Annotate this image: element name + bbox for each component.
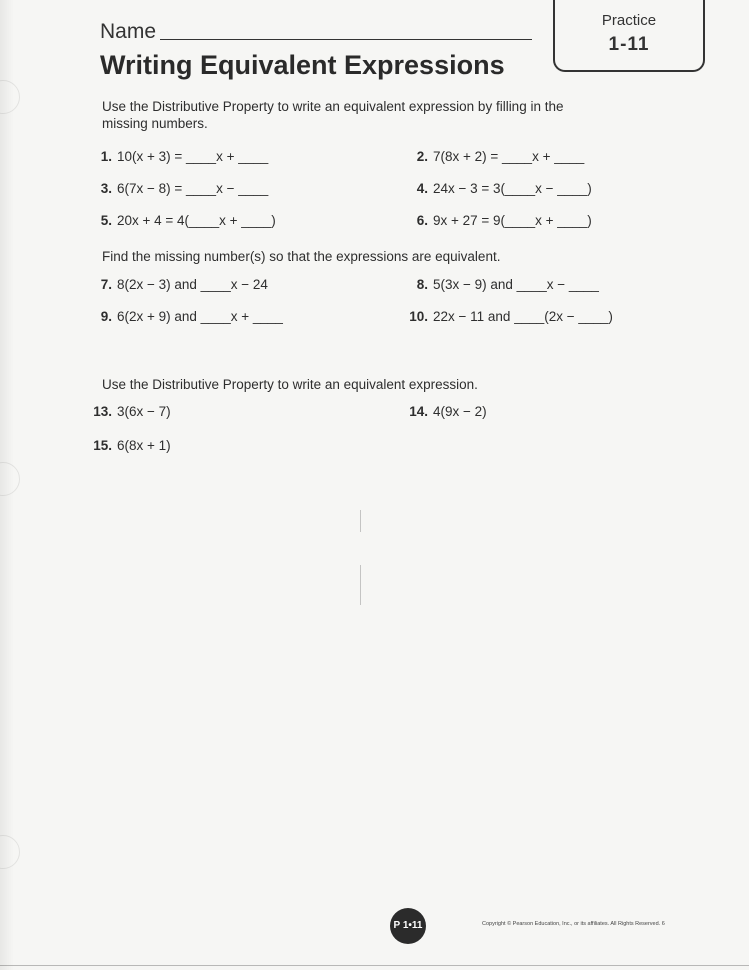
copyright-notice: Copyright © Pearson Education, Inc., or its affiliates. All Rights Reserved. 6 (482, 921, 665, 927)
problem-text: 3(6x − 7) (117, 404, 171, 419)
problem-6 (398, 213, 592, 228)
problem-text: 10(x + 3) = ____x + ____ (117, 149, 269, 164)
binder-hole (0, 462, 20, 496)
section-2-instruction: Find the missing number(s) so that the expressions are equivalent. (102, 249, 501, 264)
problem-10 (398, 309, 613, 324)
problem-text: 20x + 4 = 4(____x + ____) (117, 213, 276, 228)
problem-number: 10. (409, 309, 428, 324)
problem-2 (398, 149, 584, 164)
problem-text: 22x − 11 and ____(2x − ____) (433, 309, 613, 324)
problem-14 (398, 404, 487, 419)
name-row (100, 20, 532, 44)
practice-label: Practice (601, 12, 657, 29)
practice-box (553, 0, 705, 72)
page-badge: P 1•11 (390, 908, 426, 944)
binder-hole (0, 835, 20, 869)
problem-7 (82, 277, 268, 292)
problem-text: 9x + 27 = 9(____x + ____) (433, 213, 592, 228)
problem-15 (82, 438, 171, 453)
problem-number: 3. (100, 181, 112, 196)
problem-13 (82, 404, 171, 419)
problem-3 (82, 181, 268, 196)
practice-number: 1-11 (608, 34, 650, 55)
problem-number: 14. (409, 404, 428, 419)
problem-number: 8. (416, 277, 428, 292)
name-label: Name (100, 20, 157, 43)
problem-text: 5(3x − 9) and ____x − ____ (433, 277, 599, 292)
problem-4 (398, 181, 592, 196)
problem-number: 1. (100, 149, 112, 164)
problem-5 (82, 213, 276, 228)
page-title: Writing Equivalent Expressions (100, 50, 505, 80)
problem-number: 2. (416, 149, 428, 164)
problem-number: 13. (93, 404, 112, 419)
problem-text: 6(7x − 8) = ____x − ____ (117, 181, 269, 196)
problem-1 (82, 149, 268, 164)
binder-hole (0, 80, 20, 114)
scan-bottom-edge (0, 965, 749, 966)
problem-text: 24x − 3 = 3(____x − ____) (433, 181, 592, 196)
problem-text: 7(8x + 2) = ____x + ____ (433, 149, 585, 164)
problem-text: 6(8x + 1) (117, 438, 171, 453)
problem-number: 6. (416, 213, 428, 228)
scan-mark (360, 510, 361, 532)
problem-text: 8(2x − 3) and ____x − 24 (117, 277, 268, 292)
problem-number: 7. (100, 277, 112, 292)
section-1-instruction: Use the Distributive Property to write an equivalent expression by filling in the missing numbers. (102, 99, 564, 131)
problem-number: 4. (416, 181, 428, 196)
scan-mark (360, 565, 361, 605)
problem-text: 6(2x + 9) and ____x + ____ (117, 309, 283, 324)
problem-number: 15. (93, 438, 112, 453)
section-3-instruction: Use the Distributive Property to write an equivalent expression. (102, 377, 478, 392)
problem-9 (82, 309, 283, 324)
problem-text: 4(9x − 2) (433, 404, 487, 419)
name-line[interactable] (160, 39, 532, 40)
problem-number: 5. (100, 213, 112, 228)
problem-number: 9. (100, 309, 112, 324)
problem-8 (398, 277, 599, 292)
